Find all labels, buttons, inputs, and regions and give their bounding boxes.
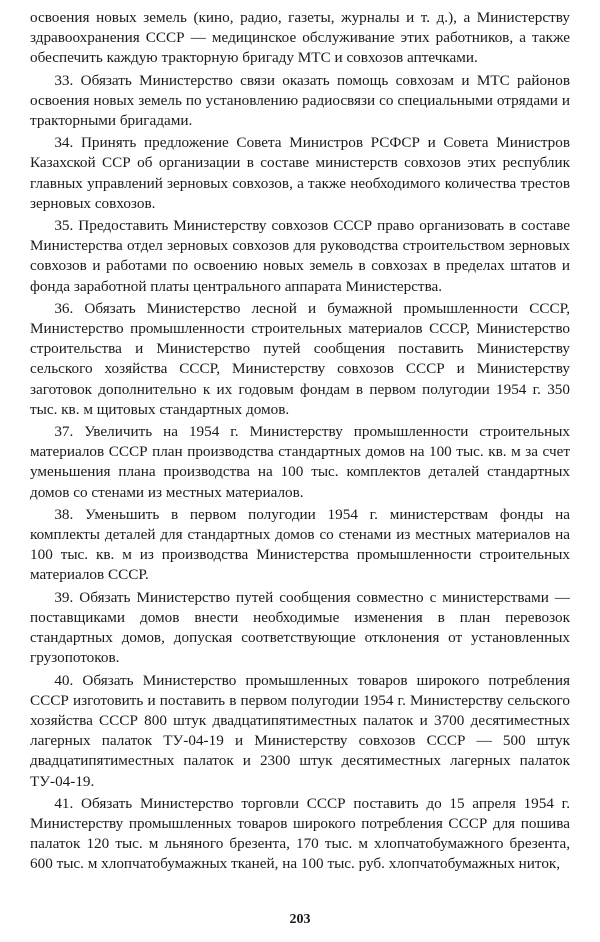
paragraph-39: 39. Обязать Министерство путей сообщения совместно с министерствами — поставщиками домов внести необходимые изменения в план перевозок стандартных домов, допуская соответствующие отклонения от установленных грузопотоков. [30, 588, 570, 667]
paragraph-35: 35. Предоставить Министерству совхозов СССР право организовать в составе Министерства отдел зерновых совхозов для руководства строительством зерновых совхозов и работами по освоению новых земель в совхозах в пределах штатов и фонда заработной платы центрального аппарата Министерства. [30, 217, 570, 295]
paragraph-41: 41. Обязать Министерство торговли СССР поставить до 15 апреля 1954 г. Министерству промышленных товаров широкого потребления СССР для пошива палаток 120 тыс. м льняного брезента, 170 тыс. м хлопчатобумажного брезента, 600 тыс. м хлопчатобумажных тканей, на 100 тыс. руб. хлопчатобумажных ниток, [30, 794, 570, 873]
paragraph-38: 38. Уменьшить в первом полугодии 1954 г. министерствам фонды на комплекты деталей для стандартных домов со стенами из местных материалов на 100 тыс. кв. м из производства Министерства промышленности строительных материалов СССР. [30, 505, 570, 584]
paragraph-37: 37. Увеличить на 1954 г. Министерству промышленности строительных материалов СССР план производства стандартных домов на 100 тыс. кв. м за счет уменьшения плана производства на 100 тыс. комплектов деталей стандартных домов со стенами из местных материалов. [30, 423, 570, 501]
paragraph-33: 33. Обязать Министерство связи оказать помощь совхозам и МТС районов освоения новых земель по установлению радиосвязи со специальными отрядами и тракторными бригадами. [30, 71, 570, 130]
paragraph-34: 34. Принять предложение Совета Министров РСФСР и Совета Министров Казахской ССР об организации в составе министерств совхозов этих республик главных управлений зерновых совхозов, а также необходимого количества трестов зерновых совхозов. [30, 134, 570, 212]
page-number: 203 [289, 912, 311, 927]
paragraph-continuation: освоения новых земель (кино, радио, газеты, журналы и т. д.), а Министерству здравоохранения СССР — медицинское обслуживание этих работников, а также обеспечить каждую тракторную бригаду МТС и совхозов аптечками. [30, 9, 570, 67]
document-page [30, 8, 570, 877]
paragraph-40: 40. Обязать Министерство промышленных товаров широкого потребления СССР изготовить и поставить в первом полугодии 1954 г. Министерству сельского хозяйства СССР 800 штук двадцатипятиместных палаток и 3700 десятиместных лагерных палаток ТУ-04-19 и Министерству совхозов СССР — 500 штук двадцатипятиместных палаток и 2300 штук десятиместных лагерных палаток ТУ-04-19. [30, 671, 570, 790]
paragraph-36: 36. Обязать Министерство лесной и бумажной промышленности СССР, Министерство промышленности строительных материалов СССР, Министерство строительства и Министерство путей сообщения поставить Министерству сельского хозяйства СССР, Министерству совхозов СССР и Министерству заготовок дополнительно к их годовым фондам в первом полугодии 1954 г. 350 тыс. кв. м щитовых стандартных домов. [30, 299, 570, 418]
